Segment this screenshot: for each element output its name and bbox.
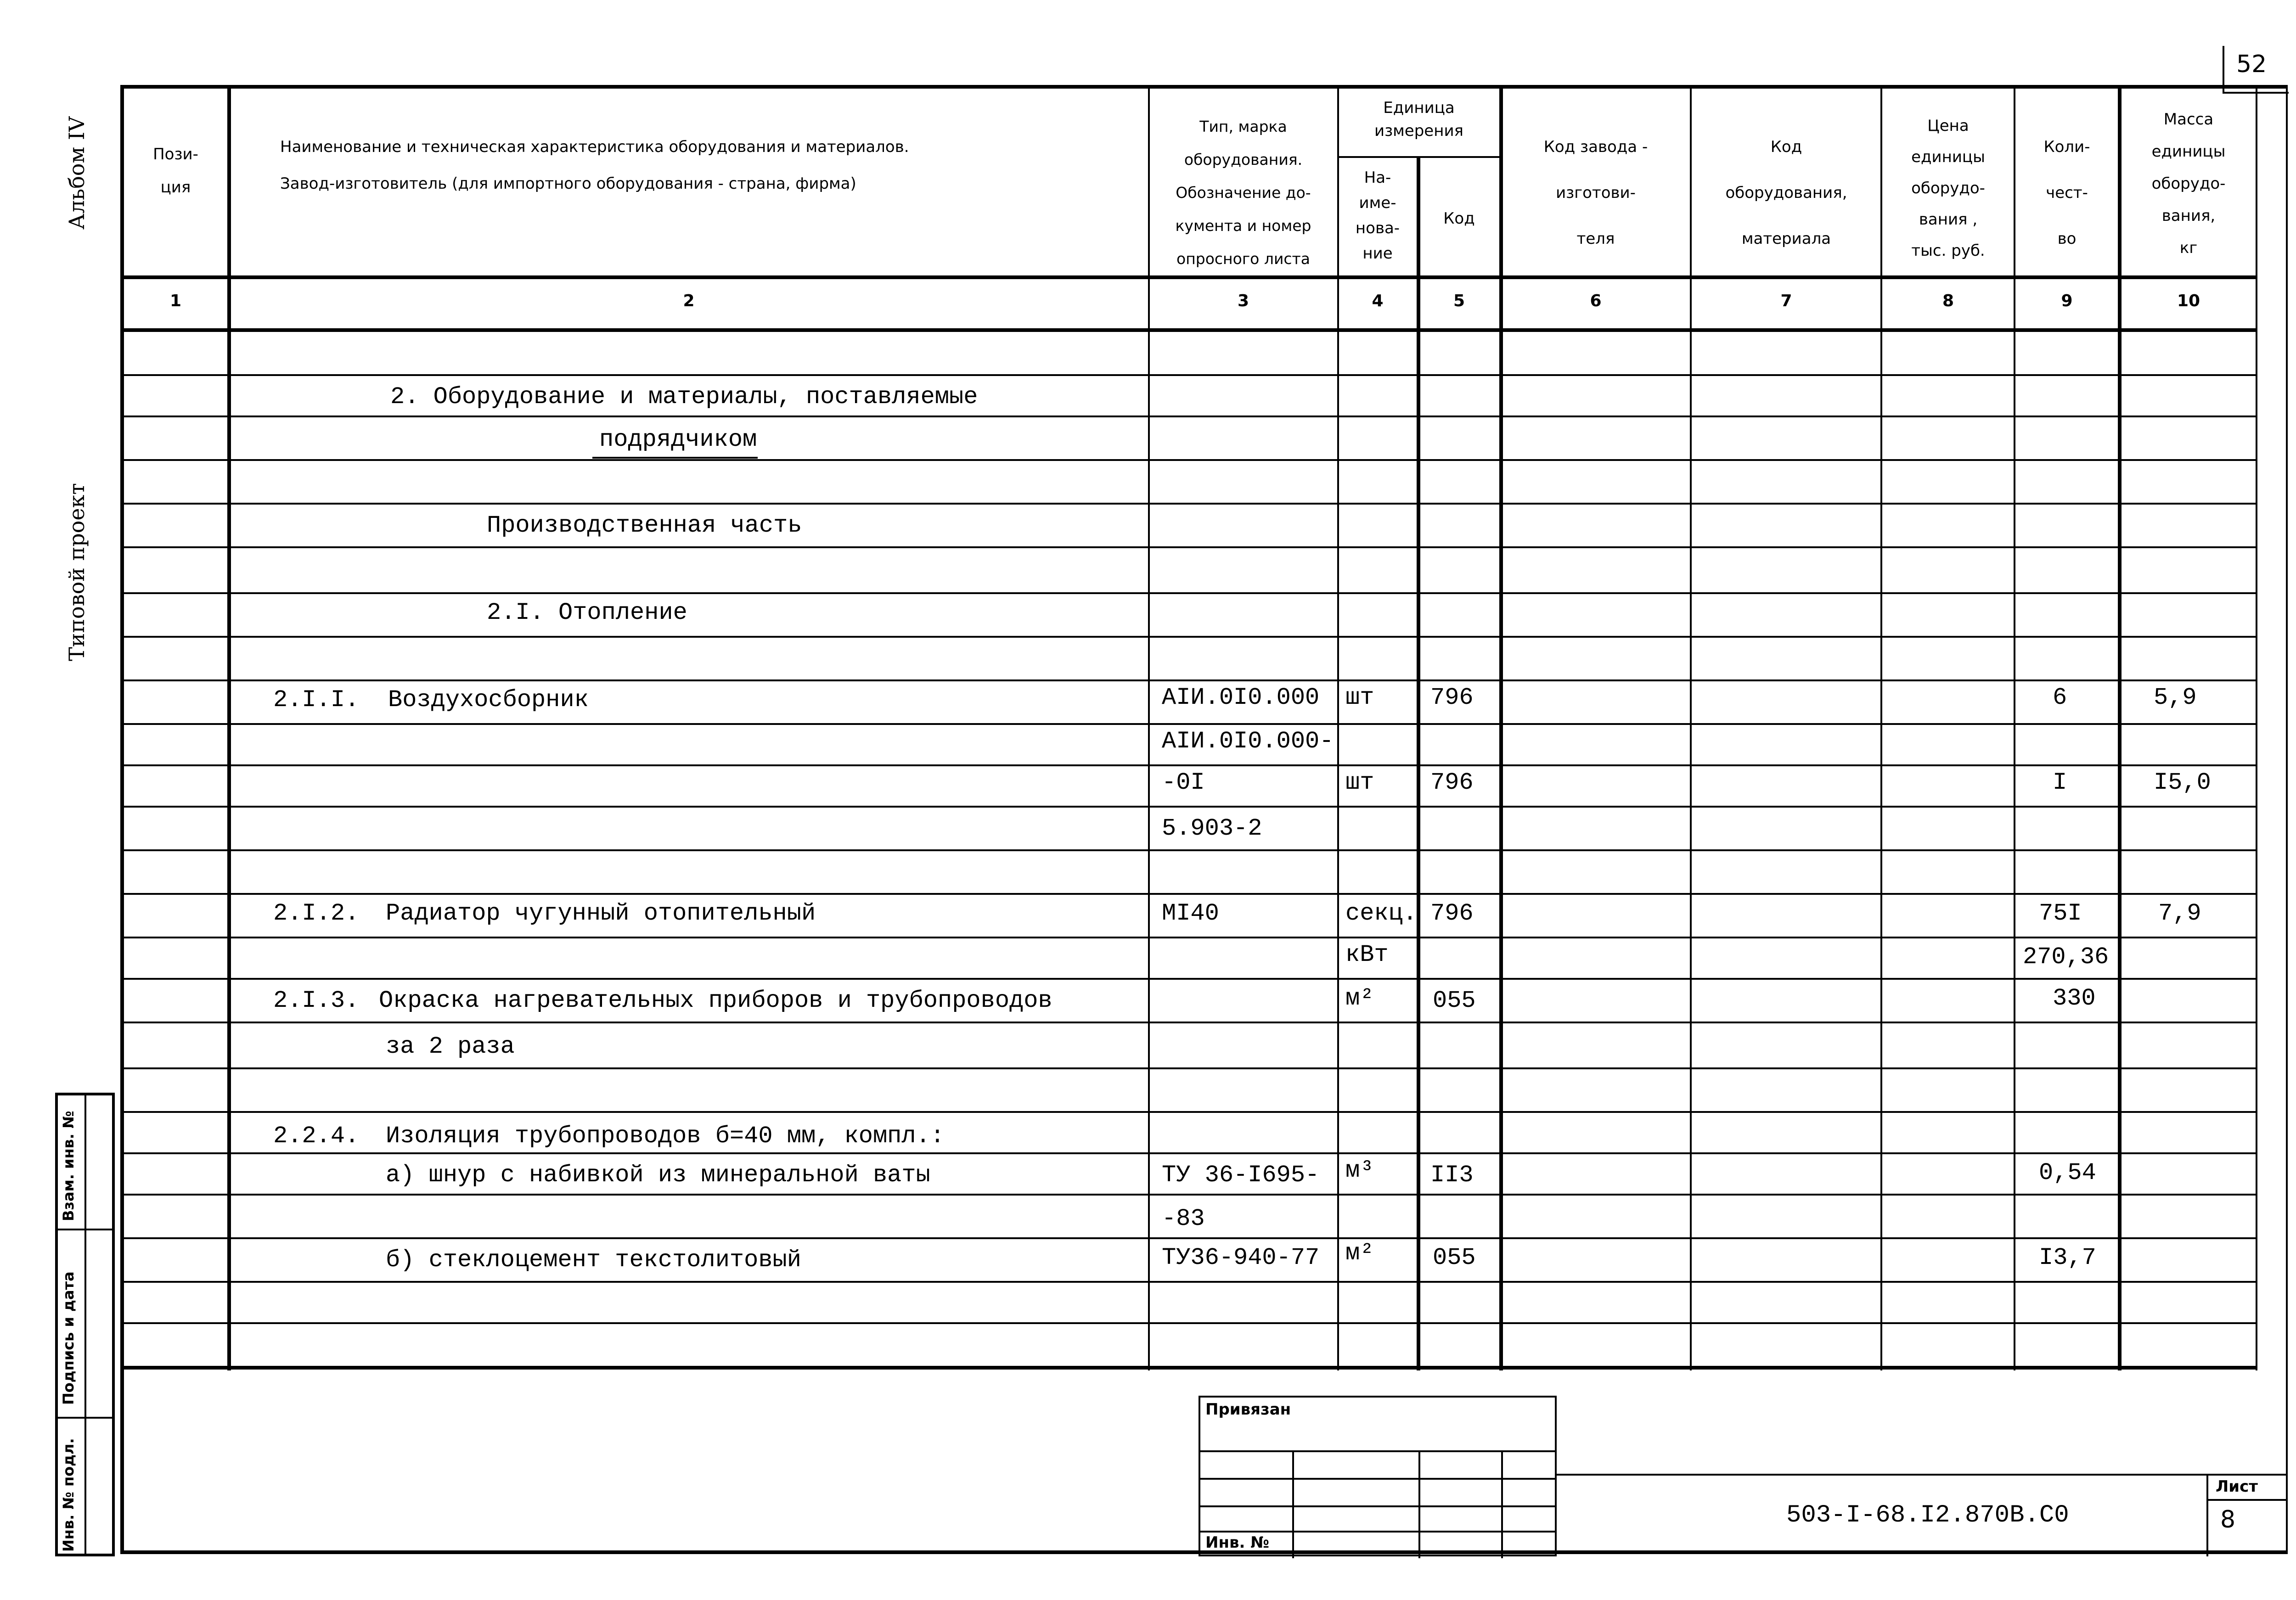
stamp-sign: Подпись и дата xyxy=(60,1271,77,1405)
row-line xyxy=(120,1322,2256,1324)
stamp-vzam: Взам. инв. № xyxy=(60,1111,77,1221)
colnum-8: 8 xyxy=(1942,292,1954,310)
row-line xyxy=(120,592,2256,594)
row-line xyxy=(120,636,2256,638)
row-type: АIИ.0I0.000- xyxy=(1162,728,1334,755)
row-name: а) шнур с набивкой из минеральной ваты xyxy=(386,1162,930,1189)
colnum-3: 3 xyxy=(1237,292,1249,310)
row-line xyxy=(120,937,2256,938)
row-name: Окраска нагревательных приборов и трубопроводов xyxy=(379,987,1052,1014)
row-line xyxy=(120,374,2256,376)
footer-inv-label: Инв. № xyxy=(1205,1533,1270,1552)
row-line xyxy=(120,546,2256,548)
header-col7: Код оборудования, материала xyxy=(1725,138,1847,248)
page-number: 52 xyxy=(2236,51,2267,78)
row-line xyxy=(120,764,2256,766)
row-line xyxy=(120,806,2256,808)
row-line xyxy=(120,1111,2256,1113)
row-pos: 2.I.3. xyxy=(273,987,360,1014)
header-col6: Код завода - изготови- теля xyxy=(1543,138,1648,248)
row-line xyxy=(120,1022,2256,1023)
row-line xyxy=(120,1237,2256,1239)
header-col5: Код xyxy=(1443,209,1475,228)
row-line xyxy=(120,679,2256,681)
row-unit: секц. xyxy=(1345,900,1418,927)
header-col10: Масса единицы оборудо- вания, кг xyxy=(2151,110,2226,257)
row-line xyxy=(120,1152,2256,1154)
row-line xyxy=(120,893,2256,895)
row-line xyxy=(120,1067,2256,1069)
header-col3: Тип, марка оборудования. Обозначение до- кумента и номер опросного листа xyxy=(1175,118,1311,268)
row-type: -83 xyxy=(1162,1205,1205,1232)
sheet-number: 8 xyxy=(2220,1506,2236,1533)
row-code: 796 xyxy=(1430,769,1474,796)
heating-title: 2.I. Отопление xyxy=(487,599,687,626)
row-pos: 2.2.4. xyxy=(273,1123,360,1150)
colnum-10: 10 xyxy=(2177,292,2200,310)
header-col2: Наименование и техническая характеристика оборудования и материалов. Завод-изготовитель (для импортного оборудования - страна, фирма) xyxy=(280,138,909,193)
row-qty: I xyxy=(2053,769,2067,796)
header-col4: На- име- нова- ние xyxy=(1355,168,1400,263)
row-code: 796 xyxy=(1430,900,1474,927)
footer-bound-box xyxy=(1199,1396,1557,1556)
document-code: 503-I-68.I2.870В.С0 xyxy=(1786,1501,2069,1529)
row-unit: м³ xyxy=(1345,1157,1374,1184)
row-type: ТУ 36-I695- xyxy=(1162,1162,1320,1189)
row-line xyxy=(120,723,2256,725)
row-unit: шт xyxy=(1345,769,1374,796)
row-qty: 75I xyxy=(2039,900,2082,927)
row-line xyxy=(120,978,2256,980)
sheet-label: Лист xyxy=(2216,1477,2258,1496)
row-code: II3 xyxy=(1430,1162,1474,1189)
row-line xyxy=(120,1194,2256,1196)
row-mass: I5,0 xyxy=(2154,769,2211,796)
row-unit: м² xyxy=(1345,1240,1374,1267)
row-unit: кВт xyxy=(1345,941,1389,968)
row-type: -0I xyxy=(1162,769,1205,796)
row-type: АIИ.0I0.000 xyxy=(1162,684,1320,711)
row-code: 055 xyxy=(1433,987,1476,1014)
row-qty: 270,36 xyxy=(2023,943,2109,971)
row-pos: 2.I.2. xyxy=(273,900,360,927)
album-label: Альбом IV xyxy=(64,116,89,230)
row-line xyxy=(120,459,2256,461)
row-name: Воздухосборник xyxy=(388,686,589,713)
row-pos: 2.I.I. xyxy=(273,686,360,713)
row-code: 055 xyxy=(1433,1244,1476,1271)
section-title-line2: подрядчиком xyxy=(599,426,757,453)
row-qty: I3,7 xyxy=(2039,1244,2096,1271)
section-title-line1: 2. Оборудование и материалы, поставляемые xyxy=(390,383,978,410)
row-line xyxy=(120,503,2256,505)
row-qty: 0,54 xyxy=(2039,1159,2096,1186)
row-type: 5.903-2 xyxy=(1162,815,1262,842)
header-col9: Коли- чест- во xyxy=(2043,138,2090,248)
footer-bound-label: Привязан xyxy=(1205,1400,1291,1419)
row-unit: шт xyxy=(1345,684,1374,711)
row-name: б) стеклоцемент текстолитовый xyxy=(386,1246,801,1274)
row-type: ТУ36-940-77 xyxy=(1162,1244,1320,1271)
colnum-4: 4 xyxy=(1372,292,1384,310)
table-body-bottom xyxy=(120,1366,2256,1370)
subsection-title: Производственная часть xyxy=(487,512,802,539)
row-qty: 6 xyxy=(2053,684,2067,711)
colnum-5: 5 xyxy=(1453,292,1465,310)
row-mass: 7,9 xyxy=(2158,900,2201,927)
row-name: Радиатор чугунный отопительный xyxy=(386,900,816,927)
row-line xyxy=(120,849,2256,851)
row-name: за 2 раза xyxy=(386,1033,515,1060)
colnum-7: 7 xyxy=(1780,292,1792,310)
stamp-inv: Инв. № подл. xyxy=(60,1438,77,1552)
row-qty: 330 xyxy=(2053,985,2096,1012)
header-col45: Единица измерения xyxy=(1374,99,1464,140)
project-label: Типовой проект xyxy=(64,483,89,661)
colnum-1: 1 xyxy=(169,292,182,310)
header-col8: Цена единицы оборудо- вания , тыс. руб. xyxy=(1911,117,1985,260)
row-unit: м² xyxy=(1345,985,1374,1012)
colnum-2: 2 xyxy=(683,292,695,310)
header-col1: Пози- ция xyxy=(153,145,198,196)
colnum-9: 9 xyxy=(2061,292,2073,310)
colnum-6: 6 xyxy=(1590,292,1602,310)
row-line xyxy=(120,1281,2256,1283)
row-mass: 5,9 xyxy=(2154,684,2197,711)
row-name: Изоляция трубопроводов б=40 мм, компл.: xyxy=(386,1123,945,1150)
row-code: 796 xyxy=(1430,684,1474,711)
row-type: МI40 xyxy=(1162,900,1219,927)
